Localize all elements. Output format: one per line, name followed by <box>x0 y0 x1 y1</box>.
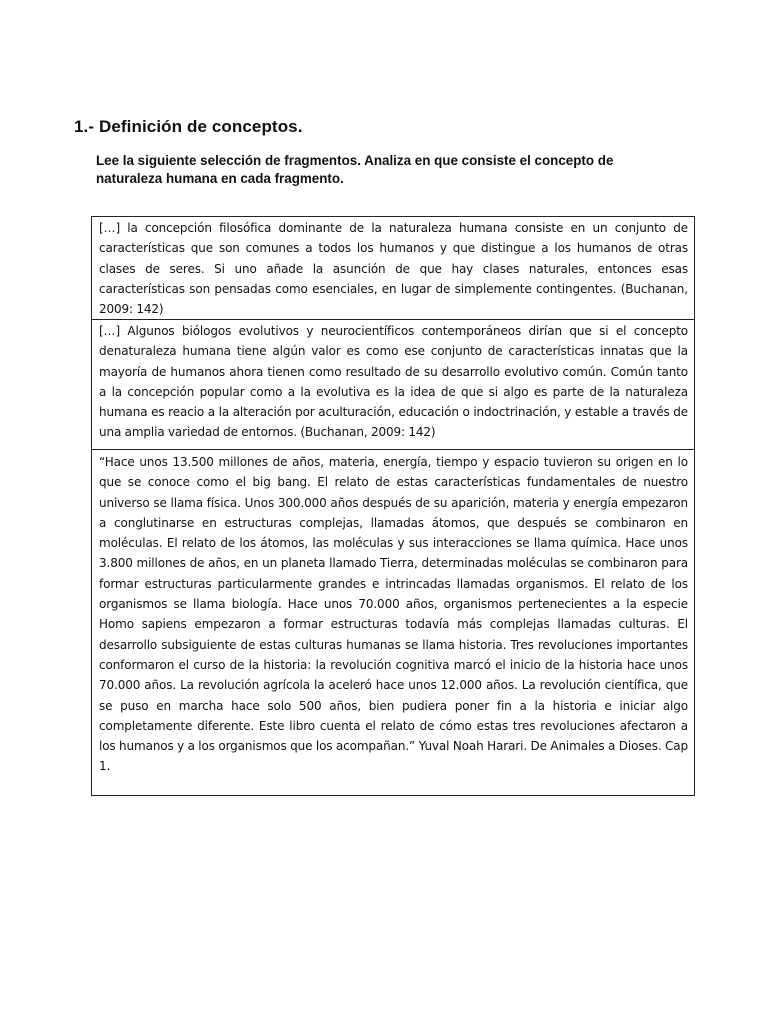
fragment-cell-1: […] la concepción filosófica dominante de la naturaleza humana consiste en un conjunto de características que son comunes a todos los humanos y que distingue a los humanos de otras clases de seres. Si uno añade la asunción de que hay clases naturales, entonces esas características son pensadas como esenciales, en lugar de simplemente contingentes. (Buchanan, 2009: 142) <box>92 217 694 320</box>
fragments-table <box>91 216 695 796</box>
instruction-text: Lee la siguiente selección de fragmentos. Analiza en que consiste el concepto de naturaleza humana en cada fragmento. <box>96 153 614 186</box>
fragment-cell-3: “Hace unos 13.500 millones de años, materia, energía, tiempo y espacio tuvieron su origen en lo que se conoce como el big bang. El relato de estas características fundamentales de nuestro universo se llama física. Unos 300.000 años después de su aparición, materia y energía empezaron a conglutinarse en estructuras complejas, llamadas átomos, que después se combinaron en moléculas. El relato de los átomos, las moléculas y sus interacciones se llama química. Hace unos 3.800 millones de años, en un planeta llamado Tierra, determinadas moléculas se combinaron para formar estructuras particularmente grandes e intrincadas llamadas organismos. El relato de los organismos se llama biología. Hace unos 70.000 años, organismos pertenecientes a la especie Homo sapiens empezaron a formar estructuras todavía más complejas llamadas culturas. El desarrollo subsiguiente de estas culturas humanas se llama historia. Tres revoluciones importantes conformaron el curso de la historia: la revolución cognitiva marcó el inicio de la historia hace unos 70.000 años. La revolución agrícola la aceleró hace unos 12.000 años. La revolución científica, que se puso en marcha hace solo 500 años, bien pudiera poner fin a la historia e iniciar algo completamente diferente. Este libro cuenta el relato de cómo estas tres revoluciones afectaron a los humanos y a los organismos que los acompañan.” Yuval Noah Harari. De Animales a Dioses. Cap 1. <box>99 455 688 774</box>
section-heading: 1.- Definición de conceptos. <box>74 117 303 136</box>
fragment-cell-2: […] Algunos biólogos evolutivos y neurocientíficos contemporáneos dirían que si el concepto denaturaleza humana tiene algún valor es como ese conjunto de características innatas que la mayoría de humanos ahora tienen como resultado de su desarrollo evolutivo común. Común tanto a la concepción popular como a la evolutiva es la idea de que si algo es parte de la naturaleza humana es reacio a la alteración por aculturación, educación o indoctrinación, y estable a través de una amplia variedad de entornos. (Buchanan, 2009: 142) <box>92 320 694 450</box>
